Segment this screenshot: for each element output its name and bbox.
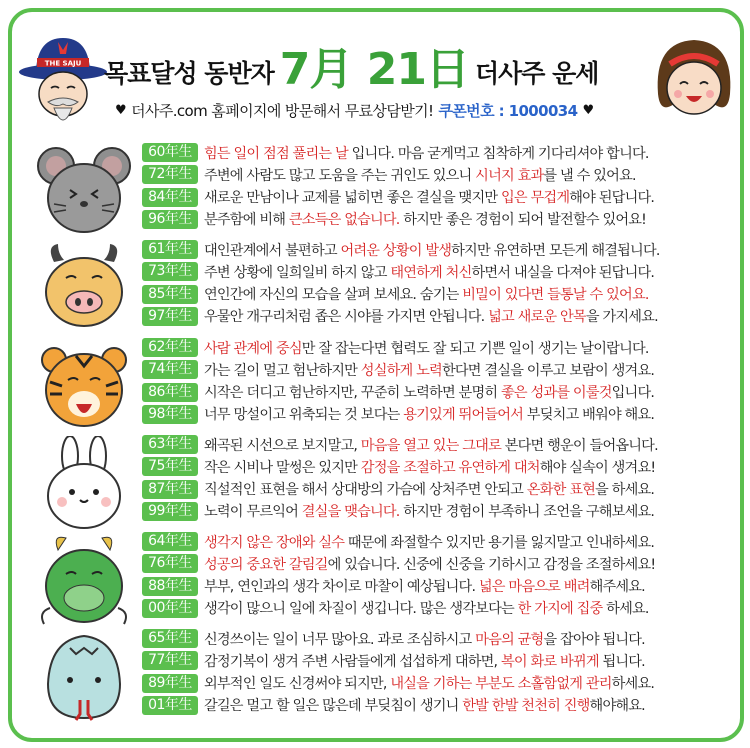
highlight-text: 넓은 마음으로 배려 (478, 579, 590, 596)
birth-year-badge: 98年生 (142, 405, 198, 424)
fortune-teller-man-icon (18, 28, 108, 132)
fortune-text (204, 651, 645, 671)
plain-text: 너무 망설이고 위축되는 것 보다는 (204, 407, 404, 424)
plain-text: 부부, 연인과의 생각 차이로 마찰이 예상됩니다. (204, 579, 479, 596)
plain-text: 새로운 만남이나 교제를 넓히면 좋은 결실을 맺지만 (204, 190, 501, 207)
fortune-row (142, 479, 740, 500)
birth-year-badge: 99年生 (142, 502, 198, 521)
highlight-text: 시너지 효과 (475, 167, 544, 184)
fortune-row (142, 359, 740, 380)
birth-year-badge: 87年生 (142, 480, 198, 499)
birth-year-badge: 60年生 (142, 143, 198, 162)
title-left: 목표달성 동반자 (104, 59, 274, 88)
fortune-row (142, 628, 740, 649)
tiger-icon (36, 338, 132, 434)
highlight-text: 사람 관계에 중심 (204, 340, 302, 357)
fortune-text (204, 306, 658, 326)
highlight-text: 결실을 맺습니다. (301, 504, 400, 521)
plain-text: 하지만 유연하면 모든게 해결됩니다. (451, 242, 660, 259)
fortune-row (142, 456, 740, 477)
plain-text: 감정기복이 생겨 주변 사람들에게 섭섭하게 대하면, (204, 653, 501, 670)
plain-text: 한다면 결실을 이루고 보람이 생겨요. (441, 362, 655, 379)
plain-text: 갈길은 멀고 할 일은 많은데 부딪침이 생기니 (204, 698, 463, 715)
plain-text: 하세요. (611, 676, 655, 693)
birth-year-badge: 64年生 (142, 532, 198, 551)
fortune-text (204, 240, 660, 260)
plain-text: 외부적인 일도 신경써야 되지만, (204, 676, 391, 693)
plain-text: 하지만 좋은 경험이 되어 발전할수 있어요! (399, 212, 647, 229)
birth-year-badge: 96年生 (142, 210, 198, 229)
fortune-text (204, 479, 654, 499)
birth-year-badge: 86年生 (142, 383, 198, 402)
dragon-icon (36, 532, 132, 628)
highlight-text: 생각지 않은 장애와 실수 (204, 534, 345, 551)
plain-text: 만 잘 잡는다면 협력도 잘 되고 기쁜 일이 생기는 날이랍니다. (301, 340, 649, 357)
birth-year-badge: 76年生 (142, 554, 198, 573)
rabbit-icon (36, 436, 132, 532)
highlight-text: 성실하게 노력 (360, 362, 442, 379)
plain-text: 노력이 무르익어 (204, 504, 302, 521)
fortune-text (204, 404, 654, 424)
fortune-row (142, 209, 740, 230)
plain-text: 해주세요. (589, 579, 645, 596)
fortune-text (204, 695, 645, 715)
fortune-text (204, 629, 645, 649)
plain-text: 가는 길이 멀고 험난하지만 (204, 362, 361, 379)
highlight-text: 마음의 균형 (475, 631, 544, 648)
fortune-row (142, 337, 740, 358)
plain-text: 하면서 내실을 다져야 된답니다. (471, 264, 655, 281)
plain-text: 됩니다. (598, 653, 645, 670)
birth-year-badge: 97年生 (142, 307, 198, 326)
title-right: 더사주 운세 (474, 59, 599, 88)
fortune-row (142, 501, 740, 522)
fortune-text (204, 457, 655, 477)
plain-text: 하세요. (602, 601, 649, 618)
highlight-text: 한발 한발 천천히 진행 (462, 698, 590, 715)
snake-icon (36, 630, 132, 726)
fortune-text (204, 284, 649, 304)
fortune-text (204, 262, 654, 282)
fortune-row (142, 434, 740, 455)
plain-text: 생각이 많으니 일에 차질이 생깁니다. 많은 생각보다는 (204, 601, 518, 618)
fortune-text (204, 435, 658, 455)
fortune-text (204, 187, 654, 207)
plain-text: 연인간에 자신의 모습을 살펴 보세요. 숨기는 (204, 287, 463, 304)
highlight-text: 감정을 조절하고 유연하게 대처 (360, 459, 540, 476)
ox-icon (36, 240, 132, 336)
fortune-text (204, 576, 645, 596)
birth-year-badge: 65年生 (142, 629, 198, 648)
plain-text: 에 있습니다. 신중에 신중을 기하시고 감정을 조절하세요! (327, 556, 656, 573)
fortune-text (204, 673, 654, 693)
highlight-text: 성공의 중요한 갈림길 (204, 556, 328, 573)
fortune-row (142, 404, 740, 425)
birth-year-badge: 85年生 (142, 285, 198, 304)
plain-text: 해야 된답니다. (569, 190, 655, 207)
birth-year-badge: 88年生 (142, 577, 198, 596)
birth-year-badge: 74年生 (142, 360, 198, 379)
fortune-row (142, 553, 740, 574)
plain-text: 본다면 행운이 들어옵니다. (500, 437, 658, 454)
plain-text: 대인관계에서 불편하고 (204, 242, 341, 259)
header (12, 12, 740, 132)
plain-text: 을 가지세요. (585, 309, 658, 326)
fortune-text (204, 382, 654, 402)
birth-year-badge: 01年生 (142, 696, 198, 715)
coupon-number: 쿠폰번호 : 1000034 (438, 101, 578, 120)
plain-text: 하지만 경험이 부족하니 조언을 구해보세요. (399, 504, 655, 521)
birth-year-badge: 89年生 (142, 674, 198, 693)
highlight-text: 큰소득은 없습니다. (288, 212, 400, 229)
fortune-row (142, 261, 740, 282)
fortune-row (142, 576, 740, 597)
plain-text: 작은 시비나 말썽은 있지만 (204, 459, 361, 476)
birth-year-badge: 00年生 (142, 599, 198, 618)
date-title: 7月 21日 (279, 44, 469, 95)
highlight-text: 좋은 성과를 이룰것 (500, 385, 612, 402)
plain-text: 를 낼 수 있어요. (543, 167, 636, 184)
fortune-text (204, 165, 636, 185)
highlight-text: 온화한 표현 (526, 482, 596, 499)
plain-text: 신경쓰이는 일이 너무 많아요. 과로 조심하시고 (204, 631, 476, 648)
birth-year-badge: 75年生 (142, 457, 198, 476)
fortune-row (142, 531, 740, 552)
highlight-text: 마음을 열고 있는 그대로 (360, 437, 501, 454)
highlight-text: 한 가지에 집중 (517, 601, 603, 618)
highlight-text: 내실을 기하는 부분도 소홀함없게 관리 (390, 676, 612, 693)
highlight-text: 입은 무겁게 (500, 190, 570, 207)
heart-icon: ♥ (582, 102, 594, 118)
promo-text[interactable]: 더사주.com 홈페이지에 방문해서 무료상담받기! (131, 101, 434, 120)
highlight-text: 비밀이 있다면 들통날 수 있어요. (462, 287, 649, 304)
plain-text: 왜곡된 시선으로 보지말고, (204, 437, 361, 454)
plain-text: 입니다. 마음 굳게먹고 침착하게 기다리셔야 합니다. (347, 145, 649, 162)
fortune-text (204, 209, 646, 229)
plain-text: 우물안 개구리처럼 좁은 시야를 가지면 안됩니다. (204, 309, 489, 326)
plain-text: 시작은 더디고 험난하지만, 꾸준히 노력하면 분명히 (204, 385, 501, 402)
fortune-row (142, 695, 740, 716)
plain-text: 을 하세요. (595, 482, 655, 499)
fortune-text (204, 360, 654, 380)
brand-badge: THE SAJU (44, 59, 82, 68)
highlight-text: 넓고 새로운 안목 (488, 309, 586, 326)
fortune-row (142, 650, 740, 671)
plain-text: 해야해요. (589, 698, 645, 715)
fortune-row (142, 187, 740, 208)
fortune-row (142, 239, 740, 260)
fortune-text (204, 532, 654, 552)
birth-year-badge: 62年生 (142, 338, 198, 357)
highlight-text: 힘든 일이 점점 풀리는 날 (204, 145, 348, 162)
birth-year-badge: 72年生 (142, 165, 198, 184)
plain-text: 입니다. (611, 385, 655, 402)
fortune-row (142, 142, 740, 163)
birth-year-badge: 63年生 (142, 435, 198, 454)
birth-year-badge: 84年生 (142, 188, 198, 207)
fortune-row (142, 382, 740, 403)
birth-year-badge: 77年生 (142, 651, 198, 670)
promo-line (115, 97, 635, 123)
heart-icon: ♥ (115, 102, 127, 118)
fortune-text (204, 598, 649, 618)
plain-text: 해야 실속이 생겨요! (539, 459, 656, 476)
highlight-text: 용기있게 뛰어들어서 (403, 407, 524, 424)
rat-icon (36, 142, 132, 238)
fortune-text (204, 501, 654, 521)
fortune-text (204, 338, 649, 358)
plain-text: 주변에 사람도 많고 도움을 주는 귀인도 있으니 (204, 167, 476, 184)
plain-text: 을 잡아야 됩니다. (543, 631, 645, 648)
fortune-text (204, 554, 655, 574)
fortune-row (142, 164, 740, 185)
fortune-row (142, 673, 740, 694)
birth-year-badge: 61年生 (142, 240, 198, 259)
plain-text: 분주함에 비해 (204, 212, 289, 229)
title-line (104, 36, 664, 96)
fortune-teller-woman-icon (652, 34, 736, 126)
birth-year-badge: 73年生 (142, 262, 198, 281)
plain-text: 때문에 좌절할수 있지만 용기를 잃지말고 인내하세요. (344, 534, 655, 551)
highlight-text: 어려운 상황이 발생 (340, 242, 452, 259)
plain-text: 주변 상황에 일희일비 하지 않고 (204, 264, 391, 281)
plain-text: 부딪치고 배워야 해요. (523, 407, 655, 424)
fortune-row (142, 598, 740, 619)
highlight-text: 복이 화로 바뀌게 (500, 653, 599, 670)
fortune-card (8, 8, 744, 742)
fortune-row (142, 306, 740, 327)
highlight-text: 태연하게 처신 (390, 264, 472, 281)
fortune-text (204, 143, 649, 163)
fortune-row (142, 284, 740, 305)
plain-text: 직설적인 표현을 해서 상대방의 가슴에 상처주면 안되고 (204, 482, 527, 499)
